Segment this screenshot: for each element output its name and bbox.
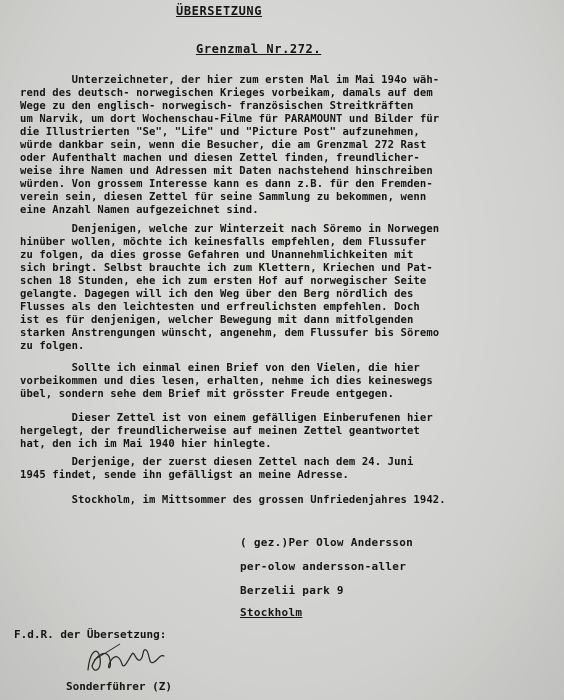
signature-line-2: per-olow andersson-aller	[240, 560, 407, 573]
text-line: 1945 findet, sende ihn gefälligst an meine Adresse.	[20, 469, 349, 481]
text-line: oder Aufenthalt machen und diesen Zettel finden, freundlicher-	[20, 152, 420, 164]
text-line: Sollte ich einmal einen Brief von den Vielen, die hier	[20, 362, 420, 374]
text-line: hinüber wollen, möchte ich keinesfalls empfehlen, dem Flussufer	[20, 236, 427, 248]
text-line: würde dankbar sein, wenn die Besucher, die am Grenzmal 272 Rast	[20, 139, 427, 151]
text-line: weise ihre Namen und Adressen mit Daten nachstehend hinschreiben	[20, 165, 433, 177]
paragraph-2	[20, 223, 552, 353]
text-line: Stockholm, im Mittsommer des grossen Unfriedenjahres 1942.	[20, 494, 446, 506]
paragraph-6	[20, 494, 552, 507]
paragraph-4	[20, 412, 552, 451]
text-line: sich bringt. Selbst brauchte ich zum Klettern, Kriechen und Pat-	[20, 262, 433, 274]
text-line: starken Anstrengungen wünscht, angenehm, dem Flussufer bis Söremo	[20, 327, 440, 339]
text-line: Dieser Zettel ist von einem gefälligen Einberufenen hier	[20, 412, 433, 424]
document-subtitle: Grenzmal Nr.272.	[196, 42, 322, 56]
text-line: Denjenigen, welche zur Winterzeit nach Söremo in Norwegen	[20, 223, 440, 235]
rank-label: Sonderführer (Z)	[66, 680, 172, 693]
text-line: zu folgen.	[20, 340, 85, 352]
paragraph-3	[20, 362, 552, 401]
text-line: um Narvik, um dort Wochenschau-Filme für PARAMOUNT und Bilder für	[20, 113, 440, 125]
text-line: gelangte. Dagegen will ich den Weg über den Berg nördlich des	[20, 288, 414, 300]
document-title: ÜBERSETZUNG	[176, 4, 263, 18]
text-line: rend des deutsch- norwegischen Krieges vorbeikam, damals auf dem	[20, 87, 433, 99]
text-line: die Illustrierten "Se", "Life" und "Picture Post" aufzunehmen,	[20, 126, 420, 138]
text-line: zu folgen, da dies grosse Gefahren und Unannehmlichkeiten mit	[20, 249, 414, 261]
text-line: übel, sondern sehe dem Brief mit grösster Freude entgegen.	[20, 388, 395, 400]
paragraph-1	[20, 74, 552, 217]
paragraph-5	[20, 456, 552, 482]
text-line: verein sein, diesen Zettel für seine Sammlung zu bekommen, wenn	[20, 191, 427, 203]
certification-label: F.d.R. der Übersetzung:	[14, 628, 167, 641]
text-line: vorbeikommen und dies lesen, erhalten, nehme ich dies keineswegs	[20, 375, 433, 387]
text-line: hat, den ich im Mai 1940 hier hinlegte.	[20, 438, 272, 450]
text-line: ist es für denjenigen, welcher Bewegung mit dann mitfolgenden	[20, 314, 414, 326]
text-line: Flusses als den leichtesten und erfreulichsten empfehlen. Doch	[20, 301, 420, 313]
handwritten-signature	[80, 640, 170, 680]
text-line: hergelegt, der freundlicherweise auf meinen Zettel geantwortet	[20, 425, 420, 437]
text-line: würden. Von grossem Interesse kann es dann z.B. für den Fremden-	[20, 178, 433, 190]
signature-line-1: ( gez.)Per Olow Andersson	[240, 536, 414, 549]
text-line: Wege zu den englisch- norwegisch- französischen Streitkräften	[20, 100, 414, 112]
signature-line-4: Stockholm	[240, 606, 303, 619]
text-line: schen 18 Stunden, ehe ich zum ersten Hof auf norwegischer Seite	[20, 275, 427, 287]
text-line: eine Anzahl Namen aufgezeichnet sind.	[20, 204, 259, 216]
text-line: Unterzeichneter, der hier zum ersten Mal im Mai 194o wäh-	[20, 74, 440, 86]
text-line: Derjenige, der zuerst diesen Zettel nach dem 24. Juni	[20, 456, 414, 468]
signature-line-3: Berzelii park 9	[240, 584, 344, 597]
